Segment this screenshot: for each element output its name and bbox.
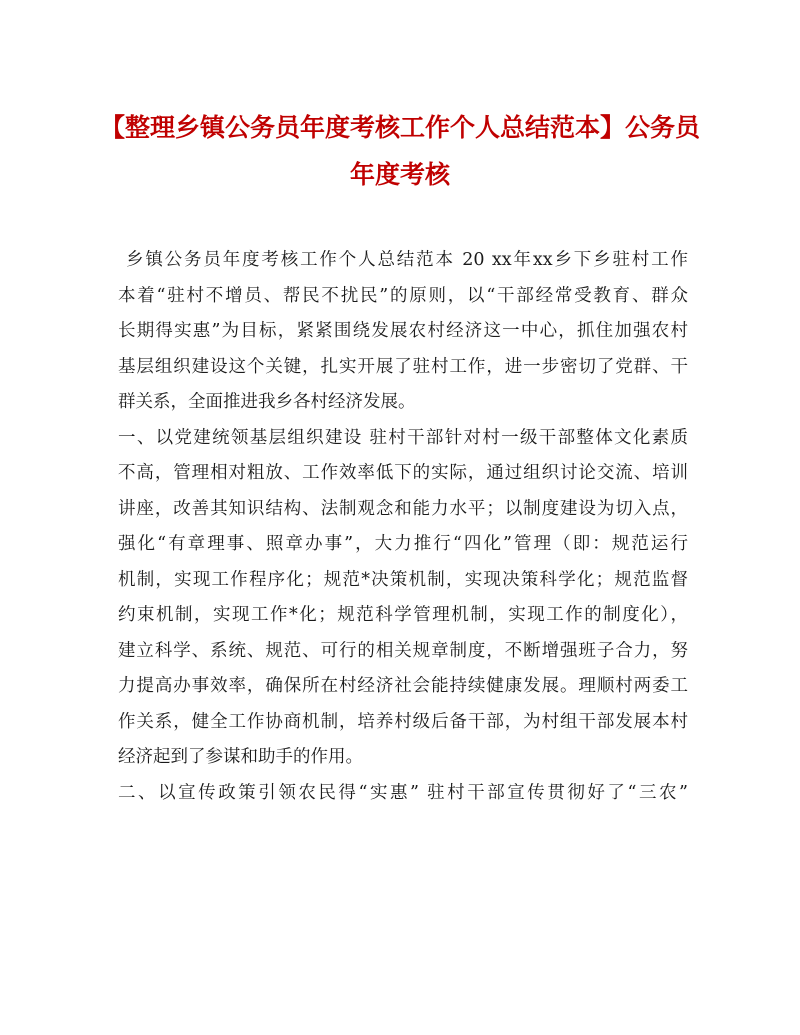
body-line: 群关系，全面推进我乡各村经济发展。 — [118, 392, 416, 412]
title-line-1: 【整理乡镇公务员年度考核工作个人总结范本】公务员 — [100, 113, 701, 142]
body-line: 乡镇公务员年度考核工作个人总结范本 20 xx年xx乡下乡驻村工作 — [126, 250, 688, 270]
body-line: 不高，管理相对粗放、工作效率低下的实际，通过组织讨论交流、培训 — [118, 463, 688, 483]
body-line: 力提高办事效率，确保所在村经济社会能持续健康发展。理顺村两委工 — [118, 676, 688, 696]
body-line: 长期得实惠”为目标，紧紧围绕发展农村经济这一中心，抓住加强农村 — [118, 321, 688, 341]
body-line: 经济起到了参谋和助手的作用。 — [118, 747, 363, 767]
body-line: 基层组织建设这个关键，扎实开展了驻村工作，进一步密切了党群、干 — [118, 356, 688, 377]
title-line-2: 年度考核 — [349, 160, 450, 189]
body-line: 作关系，健全工作协商机制，培养村级后备干部，为村组干部发展本村 — [118, 711, 688, 732]
body-line: 本着“驻村不增员、帮民不扰民”的原则，以“干部经常受教育、群众 — [118, 285, 688, 306]
body-line: 讲座，改善其知识结构、法制观念和能力水平；以制度建设为切入点， — [118, 498, 688, 519]
body-line: 建立科学、系统、规范、可行的相关规章制度，不断增强班子合力，努 — [118, 640, 688, 661]
document-title — [100, 104, 700, 198]
section-heading-line: 一、以党建统领基层组织建设 驻村干部针对村一级干部整体文化素质 — [118, 427, 688, 448]
document-body — [118, 243, 688, 811]
body-line: 机制，实现工作程序化；规范*决策机制，实现决策科学化；规范监督 — [118, 569, 688, 590]
body-line: 强化“有章理事、照章办事”，大力推行“四化”管理（即：规范运行 — [118, 534, 688, 554]
section-heading-line: 二、以宣传政策引领农民得“实惠” 驻村干部宣传贯彻好了“三农” — [118, 782, 688, 803]
body-line: 约束机制，实现工作*化；规范科学管理机制，实现工作的制度化）， — [118, 605, 688, 625]
